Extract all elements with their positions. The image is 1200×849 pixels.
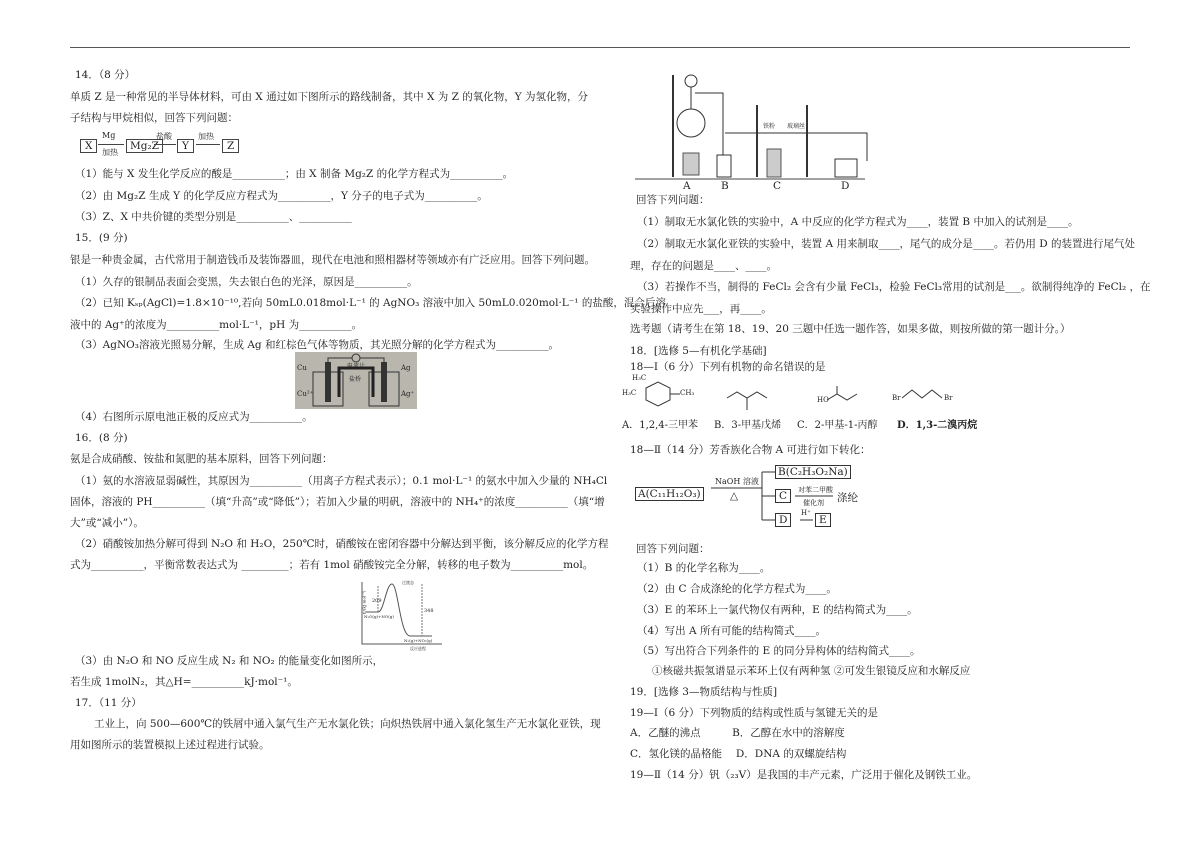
- label-ag-ion: Ag⁺: [401, 390, 415, 398]
- left-text-line: （2）硝酸铵加热分解可得到 N₂O 和 H₂O，250℃时，硝酸铵在密闭容器中分解达到平衡，该分解反应的化学方程: [75, 538, 609, 550]
- right-text-line: 回答下列问题：: [636, 194, 710, 206]
- label-cu: Cu: [297, 364, 307, 372]
- box-x: X: [80, 139, 97, 153]
- label-reactants: N₂O(g)+NO(g): [364, 614, 394, 619]
- box-c: C: [775, 489, 791, 503]
- right-text-line: （5）写出符合下列条件的 E 的同分异构体的结构简式____。: [637, 645, 921, 657]
- label-h3c-1: H₃C: [632, 374, 647, 382]
- right-text-line: 实验操作中应先___，再____。: [630, 303, 772, 315]
- reagent-naoh: NaOH 溶液: [715, 477, 759, 486]
- left-text-line: （3）Z、X 中共价键的类型分别是__________、__________: [75, 211, 352, 223]
- left-text-line: 若生成 1molN₂，其△H=__________kJ·mol⁻¹。: [70, 676, 298, 688]
- condition-heat-2: 加热: [198, 132, 214, 141]
- left-text-line: （4）右图所示原电池正极的反应式为__________。: [75, 411, 313, 423]
- option-c: C．2-甲基-1-丙醇: [797, 420, 878, 431]
- product-polyester: 涤纶: [837, 492, 858, 504]
- left-text-line: 固体，溶液的 PH__________（填“升高”或“降低”）；若加入少量的明矾，溶液中的 NH₄⁺的浓度__________（填“增: [70, 496, 605, 508]
- label-transition: 过渡态: [402, 580, 414, 585]
- left-text-line: 单质 Z 是一种常见的半导体材料，可由 X 通过如下图所示的路线制备，其中 X 为 Z 的氧化物，Y 为氢化物，分: [70, 91, 589, 103]
- left-text-line: 液中的 Ag⁺的浓度为__________mol·L⁻¹，pH 为__________。: [70, 319, 363, 331]
- label-c: C: [773, 180, 782, 192]
- left-text-line: 银是一种贵金属，古代常用于制造钱币及装饰器皿，现代在电池和照相器材等领域亦有广泛应用。回答下列问题。: [70, 254, 595, 266]
- left-text-line: 大”或“减小”）。: [70, 517, 144, 529]
- left-text-line: 15．(9 分): [75, 232, 128, 244]
- right-text-line: （1）制取无水氯化铁的实验中，A 中反应的化学方程式为____，装置 B 中加入的试剂是____。: [637, 216, 1079, 228]
- box-a: A(C₁₁H₁₂O₃): [635, 487, 704, 501]
- right-text-line: 19—Ⅱ（14 分）钒（₂₃V）是我国的丰产元素，广泛用于催化及钢铁工业。: [630, 769, 978, 781]
- arrow: [154, 144, 176, 145]
- left-text-line: 子结构与甲烷相似，回答下列问题：: [70, 112, 238, 124]
- label-salt-bridge: 盐桥: [349, 376, 362, 383]
- right-text-line: 19．[选修 3—物质结构与性质]: [630, 686, 778, 698]
- arrow: [98, 144, 124, 145]
- axis-x-label: 反应进程: [410, 646, 426, 651]
- left-text-line: 工业上，向 500—600℃的铁屑中通入氯气生产无水氯化铁；向炽热铁屑中通入氯化氢生产无水氯化亚铁，现: [94, 718, 601, 730]
- left-text-line: （3）AgNO₃溶液光照易分解，生成 Ag 和红棕色气体等物质，其光照分解的化学方程式为__________。: [75, 339, 559, 351]
- energy-diagram: [352, 580, 444, 654]
- right-text-line: 理，存在的问题是____、____。: [630, 260, 777, 272]
- label-b: B: [721, 180, 729, 192]
- reagent-terephthalic: 对苯二甲酸: [798, 486, 833, 494]
- left-text-line: 氨是合成硝酸、铵盐和氮肥的基本原料，回答下列问题：: [70, 453, 333, 465]
- box-e: E: [815, 513, 831, 527]
- reagent-hcl: 盐酸: [156, 132, 172, 141]
- right-text-line: （2）制取无水氯化亚铁的实验中，装置 A 用来制取____，尾气的成分是____。若仍用 D 的装置进行尾气处: [637, 238, 1136, 250]
- right-text-line: （4）写出 A 所有可能的结构简式____。: [637, 625, 826, 637]
- box-z: Z: [222, 139, 239, 153]
- left-text-line: （1）氨的水溶液显弱碱性，其原因为__________（用离子方程式表示）；0.1 mol·L⁻¹ 的氨水中加入少量的 NH₄Cl: [75, 475, 608, 487]
- right-text-line: A．乙醚的沸点 B．乙醇在水中的溶解度: [630, 727, 845, 739]
- label-h3c-2: H₃C: [622, 389, 637, 397]
- reagent-h-plus: H⁺: [801, 509, 811, 517]
- label-a: A: [683, 180, 691, 192]
- apparatus-drawing: [635, 63, 875, 188]
- label-cu-ion: Cu²⁺: [297, 390, 314, 398]
- label-iron: 铁粉: [763, 123, 776, 130]
- label-meter: 电流计: [347, 363, 366, 370]
- reaction-scheme: [635, 465, 875, 531]
- header-rule: [70, 47, 1130, 48]
- left-text-line: （1）能与 X 发生化学反应的酸是__________；由 X 制备 Mg₂Z 的化学方程式为__________。: [75, 168, 514, 180]
- route-diagram: [80, 131, 250, 158]
- right-text-line: 选考题（请考生在第 18、19、20 三题中任选一题作答，如果多做，则按所做的第一题计分。）: [630, 323, 1071, 335]
- label-ch3: CH₃: [680, 389, 695, 397]
- left-text-line: （3）由 N₂O 和 NO 反应生成 N₂ 和 NO₂ 的能量变化如图所示，: [75, 655, 384, 667]
- label-wool: 玻璃丝: [787, 123, 806, 130]
- right-text-line: 18—Ⅱ（14 分）芳香族化合物 A 可进行如下转化：: [630, 444, 871, 456]
- catalyst: 催化剂: [803, 499, 824, 507]
- box-mg2z: Mg₂Z: [126, 139, 163, 153]
- right-text-line: C．氢化镁的晶格能 D．DNA 的双螺旋结构: [630, 748, 847, 760]
- left-text-line: 17．（11 分）: [75, 697, 142, 709]
- right-text-line: 18—Ⅰ（6 分）下列有机物的命名错误的是: [630, 361, 826, 373]
- label-348: 348: [424, 608, 434, 614]
- left-text-line: 14．（8 分）: [75, 69, 136, 81]
- left-text-line: 用如图所示的装置模拟上述过程进行试验。: [70, 739, 270, 751]
- arrow: [196, 144, 220, 145]
- right-text-line: 18．[选修 5—有机化学基础]: [630, 345, 767, 357]
- option-d: D．1,3-二溴丙烷: [897, 420, 978, 431]
- label-ho: HO: [817, 396, 829, 404]
- right-text-line: （3）E 的苯环上一氯代物仅有两种，E 的结构简式为____。: [637, 604, 918, 616]
- reagent-mg: Mg: [102, 131, 116, 140]
- apparatus-figure: [635, 63, 875, 192]
- left-text-line: （2）由 Mg₂Z 生成 Y 的化学反应方程式为__________，Y 分子的电子式为__________。: [75, 190, 488, 202]
- left-text-line: 式为__________，平衡常数表达式为 _________；若有 1mol 硝酸铵完全分解，转移的电子数为__________mol。: [70, 559, 594, 571]
- box-b: B(C₂H₃O₂Na): [775, 465, 851, 479]
- option-a: A．1,2,4-三甲苯: [622, 420, 699, 431]
- label-209: 209: [372, 598, 382, 604]
- condition-heat: 加热: [102, 148, 118, 157]
- right-text-line: ①核磁共振氢谱显示苯环上仅有两种氢 ②可发生银镜反应和水解反应: [652, 665, 971, 677]
- label-br-2: Br: [944, 394, 953, 402]
- box-d: D: [775, 513, 791, 527]
- label-products: N₂(g)+NO₂(g): [404, 638, 433, 643]
- structure-drawings: [622, 376, 982, 416]
- condition-heat: △: [730, 490, 739, 502]
- right-text-line: （3）若操作不当，制得的 FeCl₂ 会含有少量 FeCl₃，检验 FeCl₃常用的试剂是___。欲制得纯净的 FeCl₂ ，在: [637, 281, 1151, 293]
- right-text-line: （1）B 的化学名称为____。: [637, 562, 771, 574]
- right-text-line: 回答下列问题：: [636, 543, 710, 555]
- structures-18-1: [622, 376, 982, 432]
- left-text-line: 16．(8 分): [75, 432, 128, 444]
- label-d: D: [841, 180, 850, 192]
- option-b: B．3-甲基戊烯: [714, 420, 782, 431]
- left-text-line: （2）已知 Kₛₚ(AgCl)=1.8×10⁻¹⁰,若向 50mL0.018mol·L⁻¹ 的 AgNO₃ 溶液中加入 50mL0.020mol·L⁻¹ 的盐酸，混合后溶: [75, 297, 666, 309]
- right-text-line: （2）由 C 合成涤纶的化学方程式为____。: [637, 583, 837, 595]
- right-text-line: 19—Ⅰ（6 分）下列物质的结构或性质与氢键无关的是: [630, 707, 879, 719]
- axis-y-label: E/(kJ·mol⁻¹): [361, 590, 367, 615]
- label-ag: Ag: [401, 364, 411, 372]
- left-text-line: （1）久存的银制品表面会变黑，失去银白色的光泽，原因是__________。: [75, 276, 418, 288]
- galvanic-cell-figure: [295, 352, 417, 409]
- label-br-1: Br: [892, 394, 901, 402]
- box-y: Y: [177, 139, 194, 153]
